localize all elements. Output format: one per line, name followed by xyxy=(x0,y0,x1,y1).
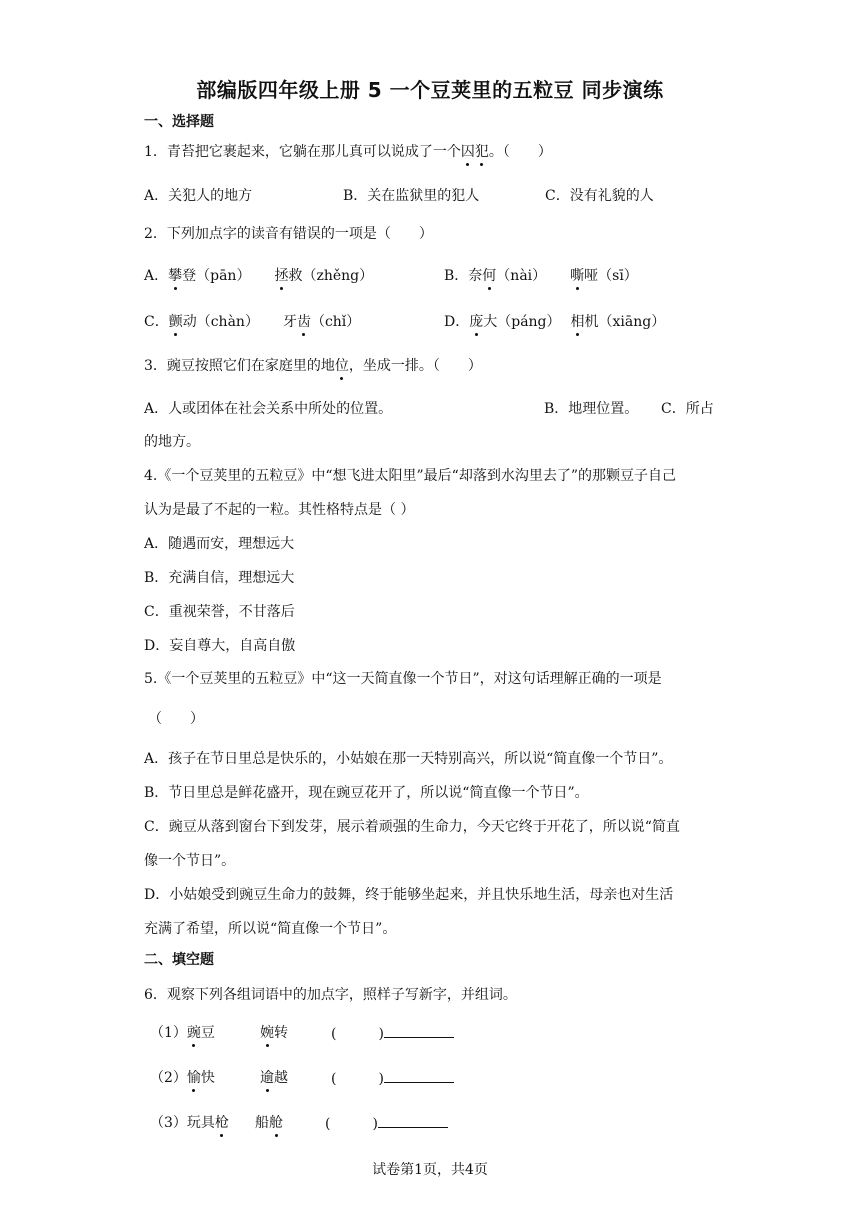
section-heading-fill: 二、填空题 xyxy=(144,952,214,968)
question-5-stem-cont: （ ） xyxy=(148,711,204,727)
question-1-option-a: A．关犯人的地方 xyxy=(144,188,253,204)
question-3-stem: 3．豌豆按照它们在家庭里的地位，坐成一排。（ ） xyxy=(144,358,482,374)
question-6-stem: 6．观察下列各组词语中的加点字，照样子写新字，并组词。 xyxy=(144,987,517,1003)
emphasis-char: 犯 xyxy=(474,144,489,160)
emphasis-char: 豌 xyxy=(186,1025,201,1041)
emphasis-char: 愉 xyxy=(186,1070,201,1086)
question-2-option-d: D．庞大（páng） 相机（xiāng） xyxy=(444,314,666,330)
question-2-stem: 2．下列加点字的读音有错误的一项是（ ） xyxy=(144,226,433,242)
page-title: 部编版四年级上册 5 一个豆荚里的五粒豆 同步演练 xyxy=(196,78,664,102)
question-5-option-a: A．孩子在节日里总是快乐的，小姑娘在那一天特别高兴，所以说“简直像一个节日”。 xyxy=(144,751,673,767)
question-5-option-d: D．小姑娘受到豌豆生命力的鼓舞，终于能够坐起来，并且快乐地生活，母亲也对生活 xyxy=(144,887,674,903)
question-3-option-c-cont: 的地方。 xyxy=(144,434,200,450)
emphasis-char: 逾 xyxy=(260,1070,274,1086)
page-footer: 试卷第1页，共4页 xyxy=(372,1162,488,1178)
emphasis-char: 位 xyxy=(334,358,349,374)
question-6-row-2: （2）愉快 xyxy=(150,1070,215,1086)
emphasis-char: 何 xyxy=(482,268,497,284)
question-5-option-b: B．节日里总是鲜花盛开，现在豌豆花开了，所以说“简直像一个节日”。 xyxy=(144,785,589,801)
question-6-row-2-answer[interactable]: ( ) xyxy=(331,1068,454,1089)
answer-blank[interactable] xyxy=(384,1068,454,1083)
question-3-option-c: C．所占 xyxy=(661,401,714,417)
emphasis-char: 嘶 xyxy=(570,268,585,284)
question-3-option-a: A．人或团体在社会关系中所处的位置。 xyxy=(144,401,393,417)
question-5-option-c: C．豌豆从落到窗台下到发芽，展示着顽强的生命力，今天它终于开花了，所以说“简直 xyxy=(144,819,680,835)
question-5-option-d-cont: 充满了希望，所以说“简直像一个节日”。 xyxy=(144,921,397,937)
question-2-option-c: C．颤动（chàn） 牙齿（chǐ） xyxy=(144,314,361,330)
emphasis-char: 相 xyxy=(570,314,585,330)
question-2-option-a: A．攀登（pān） 拯救（zhěng） xyxy=(144,268,374,284)
question-4-stem: 4.《一个豆荚里的五粒豆》中“想飞进太阳里”最后“却落到水沟里去了”的那颗豆子自己 xyxy=(144,468,676,484)
emphasis-char: 颤 xyxy=(168,314,183,330)
question-1-stem: 1．青苔把它裹起来，它躺在那儿真可以说成了一个囚犯。（ ） xyxy=(144,144,552,160)
question-1-option-b: B．关在监狱里的犯人 xyxy=(343,188,480,204)
question-4-option-d: D．妄自尊大，自高自傲 xyxy=(144,638,296,654)
emphasis-char: 庞 xyxy=(469,314,484,330)
section-heading-choice: 一、选择题 xyxy=(144,114,214,130)
emphasis-char: 囚 xyxy=(460,144,475,160)
question-5-stem: 5.《一个豆荚里的五粒豆》中“这一天简直像一个节日”，对这句话理解正确的一项是 xyxy=(144,671,662,687)
question-2-option-b: B．奈何（nài） 嘶哑（sī） xyxy=(444,268,638,284)
question-6-row-3-answer[interactable]: ( ) xyxy=(325,1113,448,1134)
question-4-option-c: C．重视荣誉，不甘落后 xyxy=(144,604,295,620)
answer-blank[interactable] xyxy=(378,1113,448,1128)
emphasis-char: 攀 xyxy=(168,268,183,284)
question-1-option-c: C．没有礼貌的人 xyxy=(545,188,654,204)
question-3-option-b: B．地理位置。 xyxy=(544,401,639,417)
emphasis-char: 齿 xyxy=(296,314,311,330)
question-6-row-3: （3）玩具枪 xyxy=(150,1115,229,1131)
question-6-row-2-pair: 逾越 xyxy=(260,1070,288,1086)
question-4-stem-cont: 认为是最了不起的一粒。其性格特点是（ ） xyxy=(144,502,415,518)
question-5-option-c-cont: 像一个节日”。 xyxy=(144,853,236,869)
question-6-row-1: （1）豌豆 xyxy=(150,1025,215,1041)
question-6-row-3-pair: 船舱 xyxy=(255,1115,283,1131)
question-4-option-a: A．随遇而安，理想远大 xyxy=(144,536,295,552)
question-6-row-1-answer[interactable]: ( ) xyxy=(331,1023,454,1044)
answer-blank[interactable] xyxy=(384,1023,454,1038)
emphasis-char: 枪 xyxy=(214,1115,229,1131)
question-6-row-1-pair: 婉转 xyxy=(260,1025,288,1041)
emphasis-char: 婉 xyxy=(260,1025,274,1041)
emphasis-char: 拯 xyxy=(274,268,289,284)
emphasis-char: 舱 xyxy=(269,1115,283,1131)
question-4-option-b: B．充满自信，理想远大 xyxy=(144,570,295,586)
